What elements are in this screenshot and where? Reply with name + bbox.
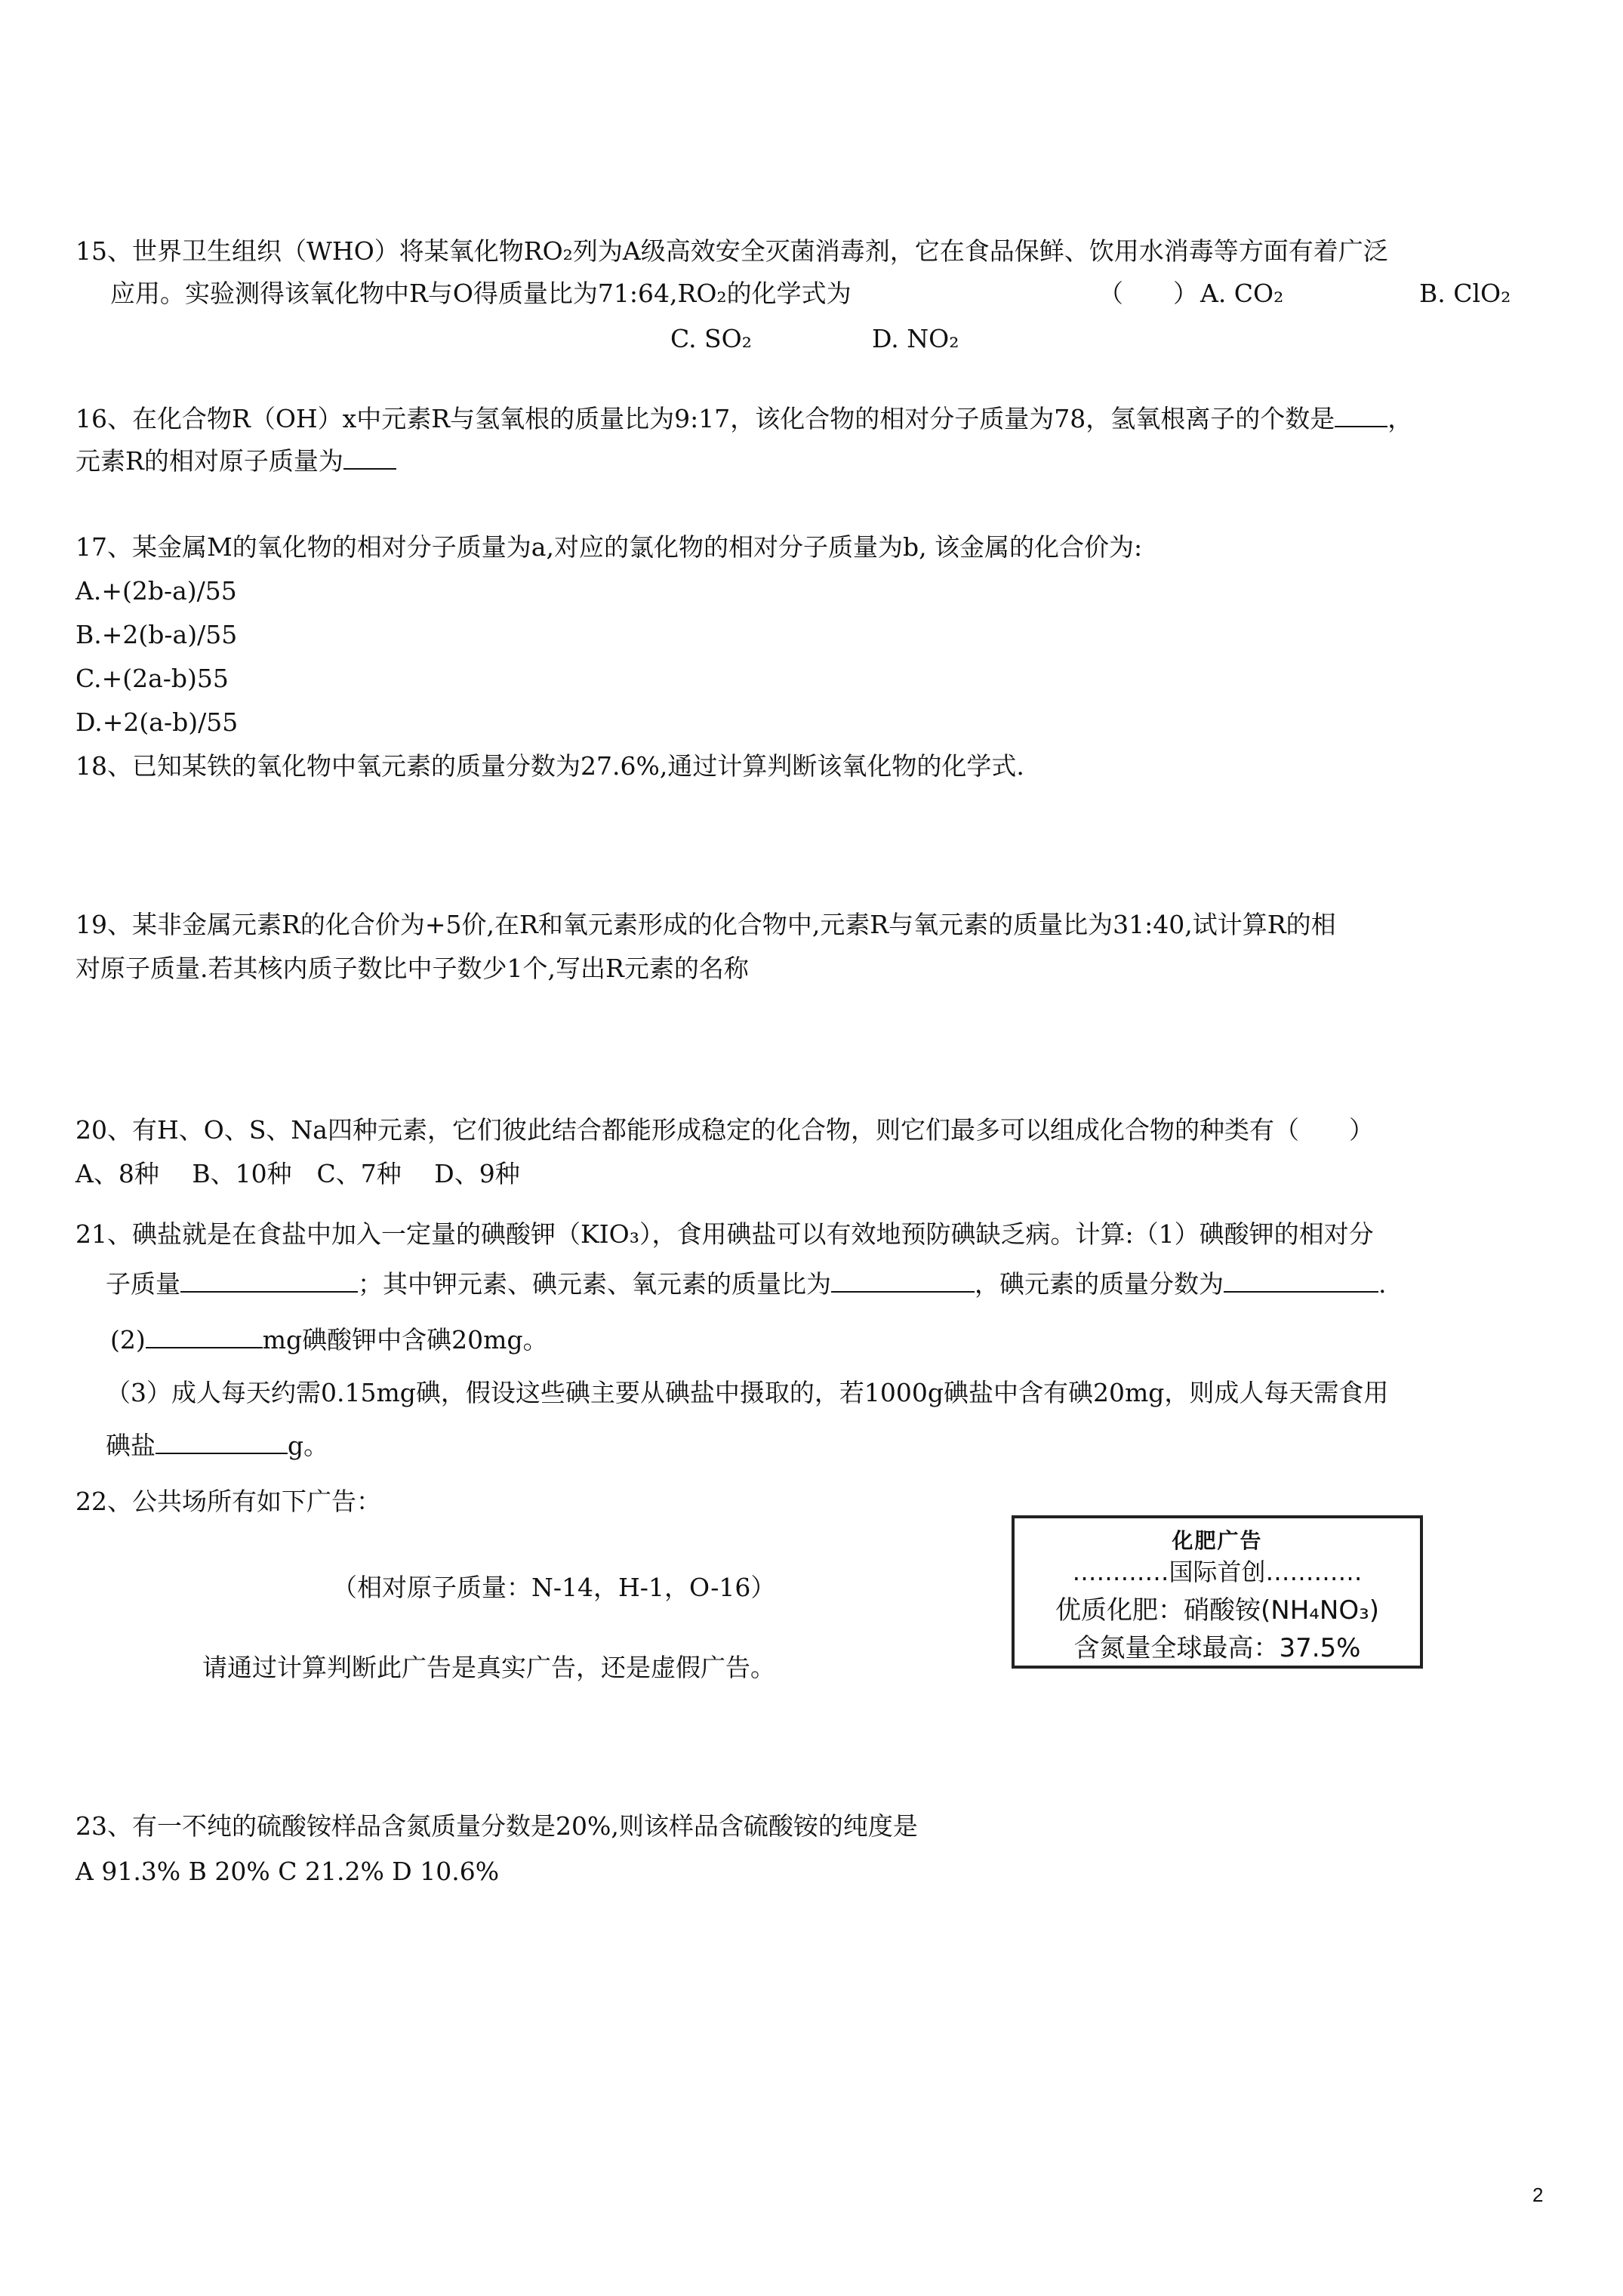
q21-blank-kio3-mass[interactable] xyxy=(146,1321,263,1348)
ad-product: 优质化肥：硝酸铵(NH₄NO₃) xyxy=(1055,1595,1379,1626)
q21-line3 xyxy=(110,1321,548,1358)
q20-stem: 20、有H、O、S、Na四种元素，它们彼此结合都能形成稳定的化合物，则它们最多可以组成化合物的种类有（ ） xyxy=(75,1115,1374,1145)
q17-stem: 17、某金属M的氧化物的相对分子质量为a,对应的氯化物的相对分子质量为b, 该金属的化合价为: xyxy=(75,532,1143,562)
q16-line2-text: 元素R的相对原子质量为 xyxy=(75,446,343,476)
fertilizer-ad-box xyxy=(1012,1515,1423,1669)
q16-blank-mass[interactable] xyxy=(343,442,396,470)
ad-slogan: …………国际首创………… xyxy=(1072,1558,1363,1586)
q21-line2 xyxy=(106,1265,1387,1302)
q21-blank-salt-mass[interactable] xyxy=(156,1427,288,1454)
q21-blank-mass-ratio[interactable] xyxy=(831,1265,975,1293)
q16-blank-count[interactable] xyxy=(1335,400,1387,427)
q21-line4: （3）成人每天约需0.15mg碘，假设这些碘主要从碘盐中摄取的，若1000g碘盐中含有碘20mg，则成人每天需食用 xyxy=(106,1378,1389,1407)
page-number: 2 xyxy=(1532,2184,1544,2206)
q15-paren: （ ） xyxy=(1098,279,1198,308)
q20-options: A、8种 B、10种 C、7种 D、9种 xyxy=(75,1159,520,1188)
q16-line1 xyxy=(75,400,1412,436)
q22-ask: 请通过计算判断此广告是真实广告，还是虚假广告。 xyxy=(202,1653,775,1682)
q16-line2 xyxy=(75,442,396,479)
ad-claim: 含氮量全球最高：37.5% xyxy=(1073,1633,1361,1663)
q15-line1: 15、世界卫生组织（WHO）将某氧化物RO₂列为A级高效安全灭菌消毒剂，它在食品保鲜、饮用水消毒等方面有着广泛 xyxy=(75,236,1388,266)
q21-line5 xyxy=(106,1427,328,1463)
q16-line1-end: ， xyxy=(1387,404,1413,433)
q17-option-d: D.+2(a-b)/55 xyxy=(75,707,239,737)
q21-line2-c: ，碘元素的质量分数为 xyxy=(975,1269,1224,1299)
q21-blank-iodine-fraction[interactable] xyxy=(1224,1265,1378,1293)
q17-option-b: B.+2(b-a)/55 xyxy=(75,620,238,649)
q21-line5-a: 碘盐 xyxy=(106,1431,156,1460)
q21-line3-b: mg碘酸钾中含碘20mg。 xyxy=(262,1325,548,1354)
q15-option-d: D. NO₂ xyxy=(872,324,959,353)
q21-line3-a: (2) xyxy=(110,1325,146,1354)
q17-option-c: C.+(2a-b)55 xyxy=(75,664,229,693)
q15-line2: 应用。实验测得该氧化物中R与O得质量比为71:64,RO₂的化学式为 xyxy=(110,279,852,308)
q15-option-b: B. ClO₂ xyxy=(1419,279,1511,308)
q19-line2: 对原子质量.若其核内质子数比中子数少1个,写出R元素的名称 xyxy=(75,954,749,983)
q15-option-a: A. CO₂ xyxy=(1200,279,1284,308)
q18-stem: 18、已知某铁的氧化物中氧元素的质量分数为27.6%,通过计算判断该氧化物的化学式. xyxy=(75,751,1024,781)
q21-line2-d: . xyxy=(1378,1269,1387,1299)
ad-title: 化肥广告 xyxy=(1172,1528,1263,1553)
q21-blank-molar-mass[interactable] xyxy=(180,1265,358,1293)
q21-line2-b: ；其中钾元素、碘元素、氧元素的质量比为 xyxy=(358,1269,831,1299)
q16-line1-text: 16、在化合物R（OH）x中元素R与氢氧根的质量比为9:17，该化合物的相对分子质量为78，氢氧根离子的个数是 xyxy=(75,404,1335,433)
q17-option-a: A.+(2b-a)/55 xyxy=(75,576,237,606)
q23-options: A 91.3% B 20% C 21.2% D 10.6% xyxy=(75,1857,500,1886)
q22-stem: 22、公共场所有如下广告： xyxy=(75,1487,381,1516)
q21-line2-a: 子质量 xyxy=(106,1269,180,1299)
q23-stem: 23、有一不纯的硫酸铵样品含氮质量分数是20%,则该样品含硫酸铵的纯度是 xyxy=(75,1811,918,1841)
q21-line5-b: g。 xyxy=(288,1431,329,1460)
q19-line1: 19、某非金属元素R的化合价为+5价,在R和氧元素形成的化合物中,元素R与氧元素的质量比为31:40,试计算R的相 xyxy=(75,910,1336,939)
q22-note: （相对原子质量：N-14，H-1，O-16） xyxy=(332,1573,776,1602)
q21-line1: 21、碘盐就是在食盐中加入一定量的碘酸钾（KIO₃），食用碘盐可以有效地预防碘缺乏病。计算:（1）碘酸钾的相对分 xyxy=(75,1219,1374,1249)
q15-option-c: C. SO₂ xyxy=(670,324,752,353)
